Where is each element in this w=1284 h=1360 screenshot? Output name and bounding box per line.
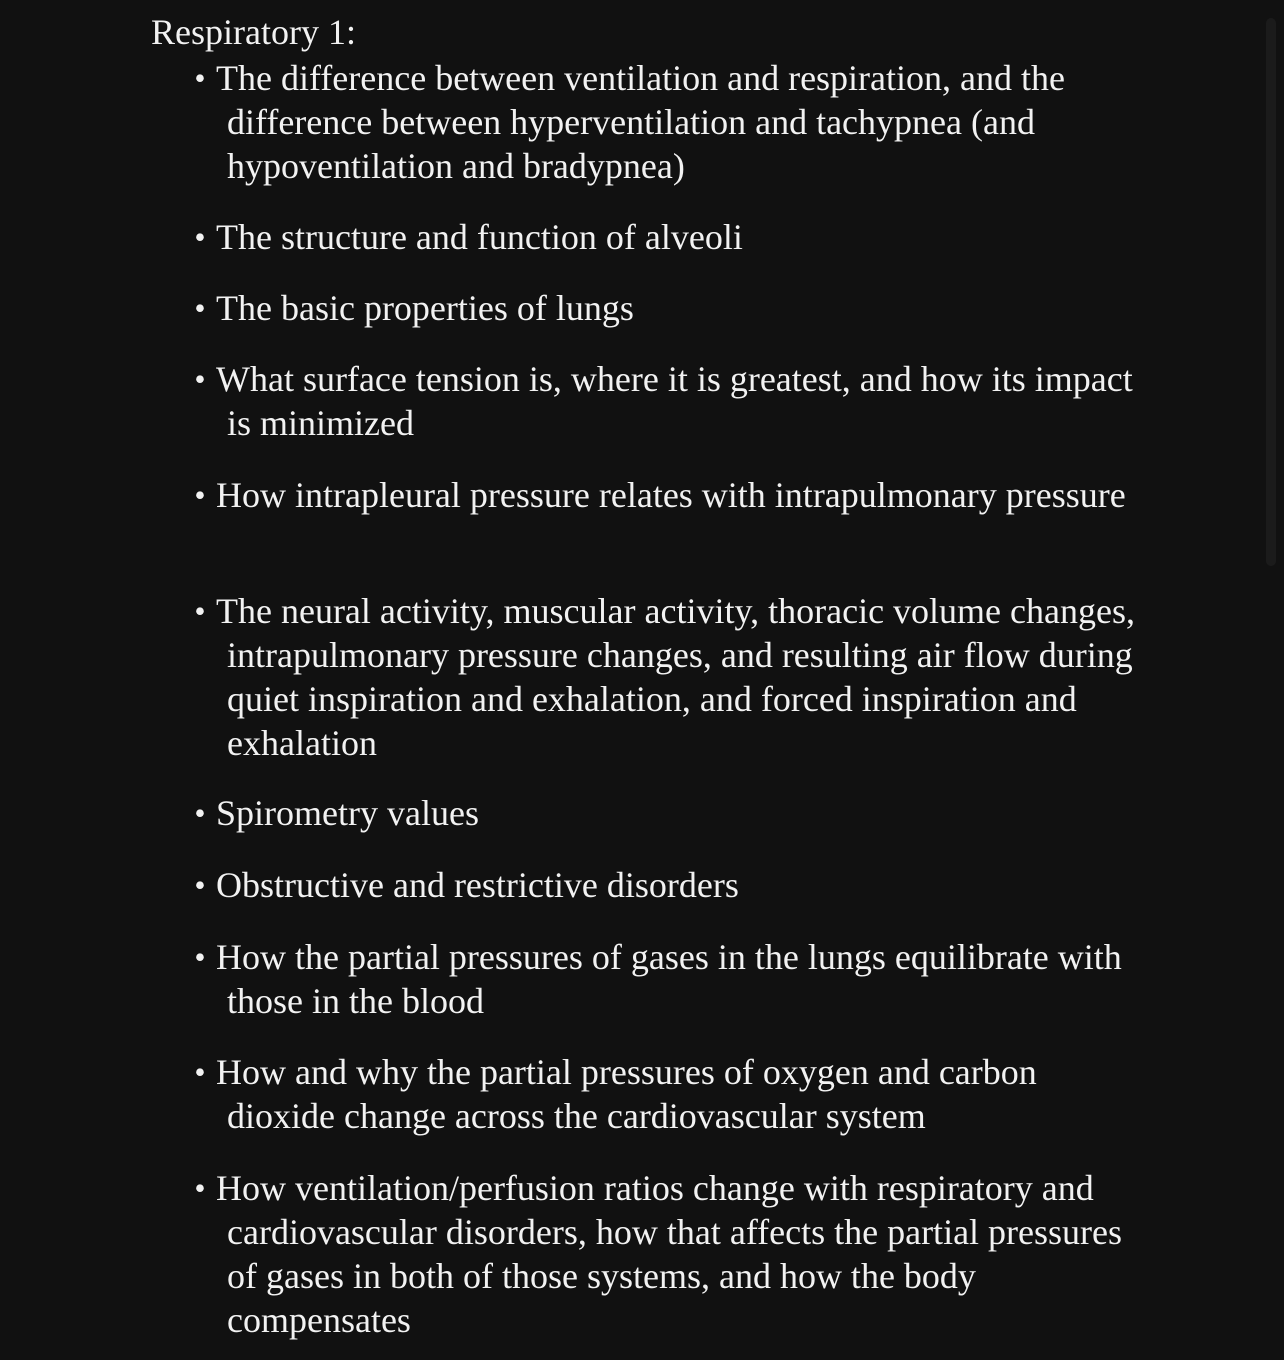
list-item-text: The difference between ventilation and respiration, and the difference between hyperventilation and tachypnea (and hypoventilation and bradypnea) (216, 58, 1065, 186)
bullet-icon: • (194, 219, 206, 255)
bullet-icon: • (194, 60, 206, 96)
list-item (188, 215, 1148, 259)
list-item (188, 1050, 1148, 1138)
list-item (188, 473, 1148, 517)
list-item (188, 589, 1148, 765)
bullet-icon: • (194, 593, 206, 629)
list-item-text: Spirometry values (216, 793, 479, 833)
list-item-text: How the partial pressures of gases in the lungs equilibrate with those in the blood (216, 937, 1122, 1021)
list-item (188, 286, 1148, 330)
bullet-icon: • (194, 867, 206, 903)
list-item (188, 863, 1148, 907)
bullet-icon: • (194, 477, 206, 513)
list-item (188, 56, 1148, 188)
list-item-text: The basic properties of lungs (216, 288, 634, 328)
list-item-text: How ventilation/perfusion ratios change with respiratory and cardiovascular disorders, how that affects the partial pressures of gases in both of those systems, and how the body compensates (216, 1168, 1123, 1340)
bullet-icon: • (194, 795, 206, 831)
list-item (188, 357, 1148, 445)
list-item-text: How intrapleural pressure relates with intrapulmonary pressure (216, 475, 1126, 515)
scrollbar-thumb[interactable] (1266, 18, 1276, 566)
list-item-text: Obstructive and restrictive disorders (216, 865, 739, 905)
bullet-icon: • (194, 1054, 206, 1090)
bullet-icon: • (194, 361, 206, 397)
list-item-text: The neural activity, muscular activity, thoracic volume changes, intrapulmonary pressure changes, and resulting air flow during quiet inspiration and exhalation, and forced inspiration and exhalation (216, 591, 1135, 763)
section-heading: Respiratory 1: (151, 12, 356, 52)
vertical-scrollbar[interactable] (1260, 0, 1284, 1360)
bullet-icon: • (194, 939, 206, 975)
list-item (188, 1166, 1148, 1342)
list-item-text: What surface tension is, where it is greatest, and how its impact is minimized (216, 359, 1133, 443)
list-item (188, 791, 1148, 835)
bullet-icon: • (194, 1170, 206, 1206)
bullet-icon: • (194, 290, 206, 326)
list-item (188, 935, 1148, 1023)
list-item-text: The structure and function of alveoli (216, 217, 743, 257)
list-item-text: How and why the partial pressures of oxygen and carbon dioxide change across the cardiovascular system (216, 1052, 1037, 1136)
